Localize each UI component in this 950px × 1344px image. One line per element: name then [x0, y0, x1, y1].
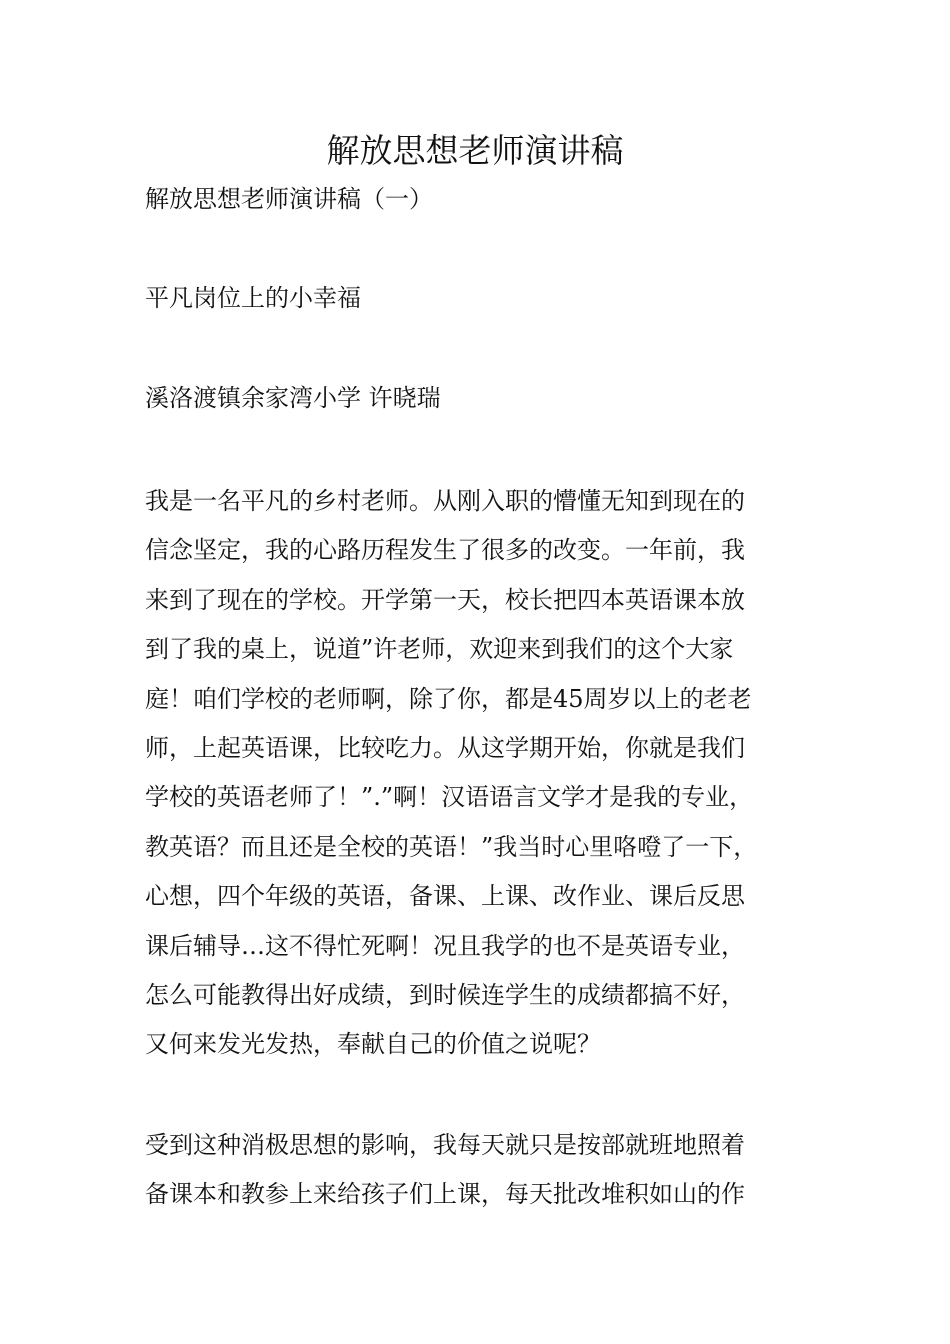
- body-paragraph-2: [145, 1121, 845, 1220]
- paragraph-line: 心想，四个年级的英语，备课、上课、改作业、课后反思: [145, 882, 745, 911]
- paragraph-line: 来到了现在的学校。开学第一天，校长把四本英语课本放: [145, 585, 745, 614]
- paragraph-line: 我是一名平凡的乡村老师。从刚入职的懵懂无知到现在的: [145, 487, 745, 515]
- document-title: 解放思想老师演讲稿: [326, 131, 624, 170]
- paragraph-line: 受到这种消极思想的影响，我每天就只是按部就班地照着: [145, 1131, 745, 1159]
- paragraph-line: 庭！咱们学校的老师啊，除了你，都是45周岁以上的老老: [145, 684, 752, 713]
- author-line: 溪洛渡镇余家湾小学 许晓瑞: [145, 384, 441, 412]
- speech-heading: 平凡岗位上的小幸福: [145, 284, 361, 312]
- paragraph-line: 教英语？而且还是全校的英语！”我当时心里咯噔了一下，: [145, 832, 758, 861]
- paragraph-line: 怎么可能教得出好成绩，到时候连学生的成绩都搞不好，: [145, 981, 745, 1010]
- paragraph-line: 又何来发光发热，奉献自己的价值之说呢？: [145, 1030, 601, 1059]
- paragraph-line: 课后辅导…这不得忙死啊！况且我学的也不是英语专业，: [145, 931, 745, 960]
- paragraph-line: 信念坚定，我的心路历程发生了很多的改变。一年前，我: [145, 536, 745, 565]
- paragraph-line: 到了我的桌上，说道”许老师，欢迎来到我们的这个大家: [145, 635, 734, 664]
- paragraph-line: 备课本和教参上来给孩子们上课，每天批改堆积如山的作: [145, 1180, 745, 1209]
- paragraph-line: 学校的英语老师了！”.”啊！汉语语言文学才是我的专业，: [145, 783, 754, 812]
- paragraph-line: 师，上起英语课，比较吃力。从这学期开始，你就是我们: [145, 734, 745, 763]
- document-subtitle: 解放思想老师演讲稿（一）: [145, 185, 433, 213]
- body-paragraph-1: [145, 477, 845, 1070]
